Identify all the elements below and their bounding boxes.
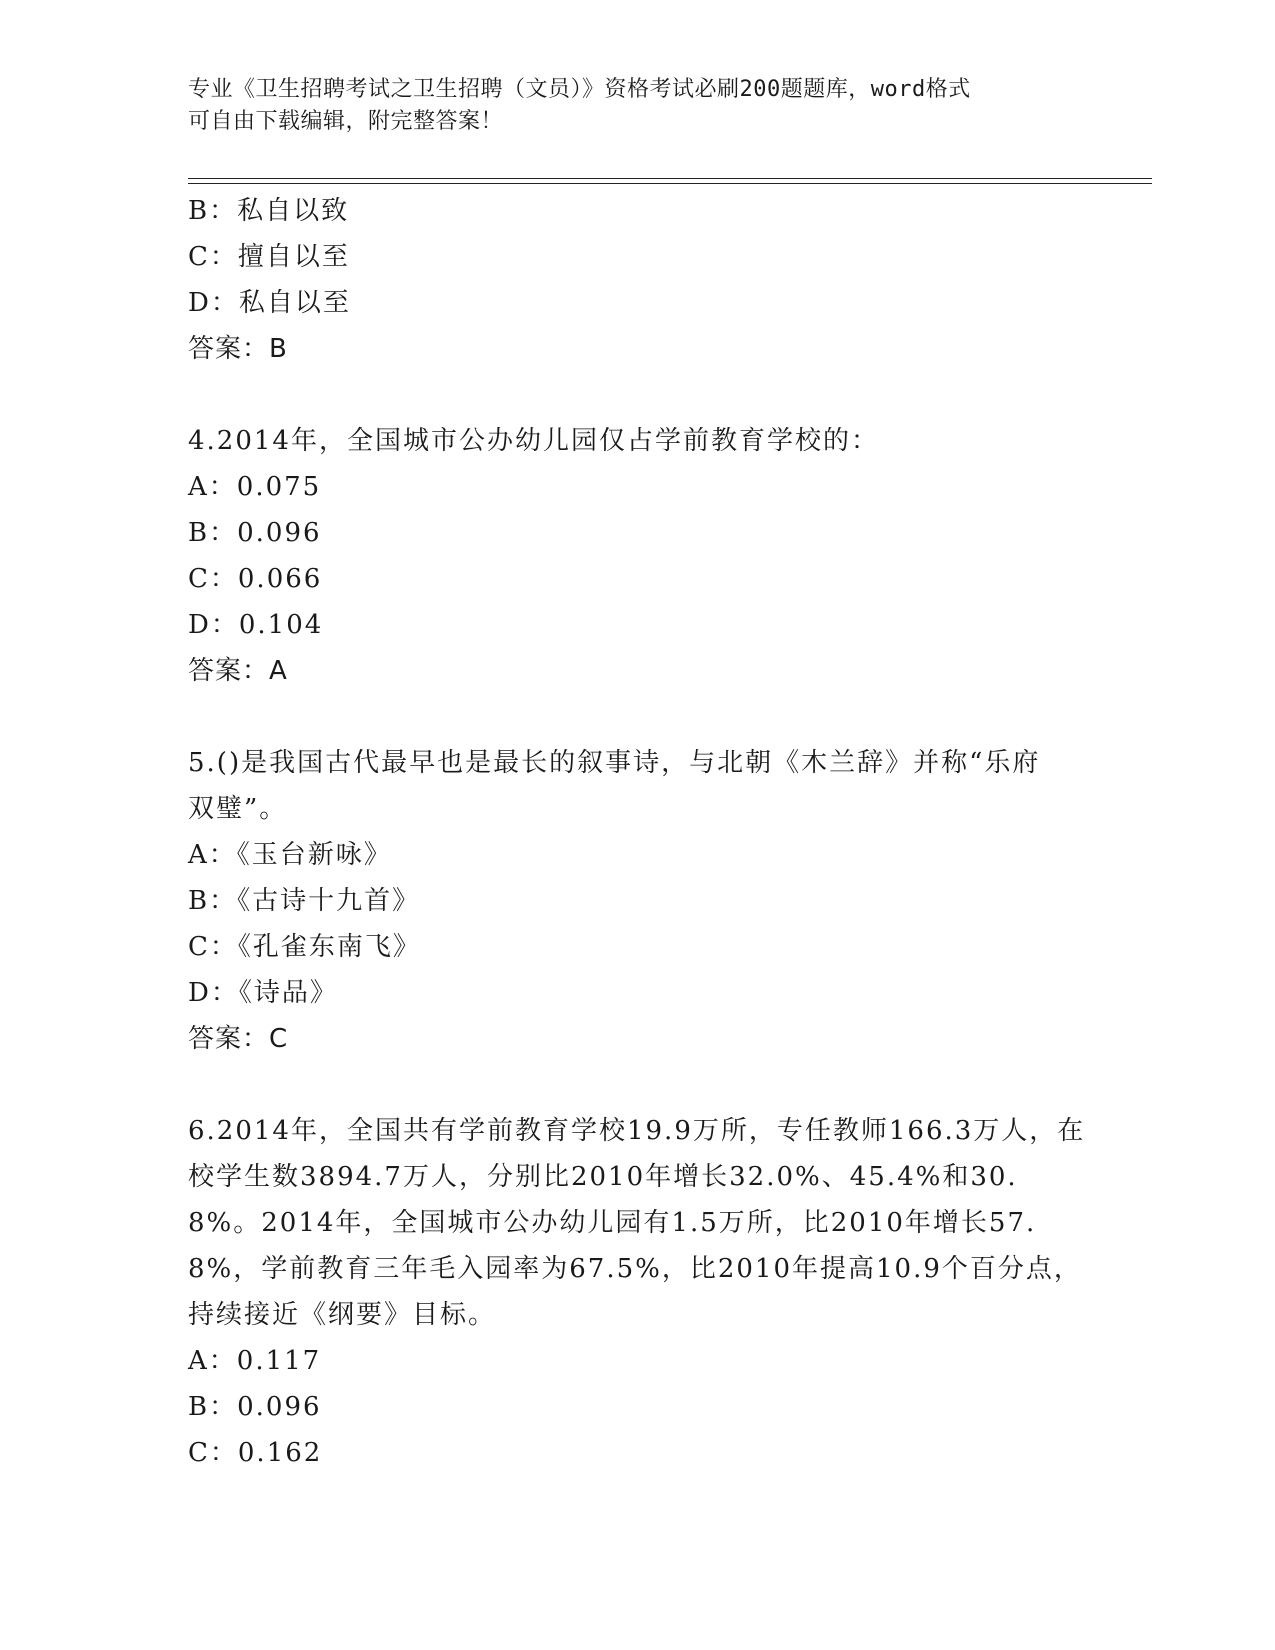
option-d: D：《诗品》 <box>188 978 338 1008</box>
option-c: C：0.162 <box>188 1438 323 1468</box>
header-divider-top <box>188 178 1152 179</box>
option-d: D：0.104 <box>188 610 324 640</box>
option-a: A：《玉台新咏》 <box>188 840 392 870</box>
answer: 答案：B <box>188 334 288 364</box>
spacer <box>188 694 1108 740</box>
question-stem: 6.2014年，全国共有学前教育学校19.9万所，专任教师166.3万人，在校学生数3894.7万人，分别比2010年增长32.0%、45.4%和30.8%。2014年，全国城市公办幼儿园有1.5万所，比2010年增长57.8%，学前教育三年毛入园率为67.5%，比2010年提高10.9个百分点，持续接近《纲要》目标。 <box>188 1116 1086 1330</box>
option-b: B：《古诗十九首》 <box>188 886 421 916</box>
header-line-2: 可自由下载编辑，附完整答案！ <box>188 109 504 134</box>
answer: 答案：A <box>188 656 288 686</box>
header-line-1: 专业《卫生招聘考试之卫生招聘（文员）》资格考试必刷200题题库，word格式 <box>188 77 971 102</box>
option-b: B：0.096 <box>188 518 322 548</box>
spacer <box>188 372 1108 418</box>
answer: 答案：C <box>188 1024 289 1054</box>
option-c: C：0.066 <box>188 564 323 594</box>
question-list <box>188 188 1108 1476</box>
option-c: C：擅自以至 <box>188 242 350 272</box>
option-c: C：《孔雀东南飞》 <box>188 932 421 962</box>
document-header <box>188 74 1088 138</box>
option-b: B：私自以致 <box>188 196 350 226</box>
option-b: B：0.096 <box>188 1392 322 1422</box>
option-d: D：私自以至 <box>188 288 351 318</box>
header-divider-bottom <box>188 183 1152 184</box>
spacer <box>188 1062 1108 1108</box>
question-stem: 5.()是我国古代最早也是最长的叙事诗，与北朝《木兰辞》并称“乐府双璧”。 <box>188 748 1041 824</box>
question-4 <box>188 418 1108 694</box>
question-5 <box>188 740 1108 1062</box>
question-stem: 4.2014年，全国城市公办幼儿园仅占学前教育学校的： <box>188 426 879 456</box>
option-a: A：0.117 <box>188 1346 322 1376</box>
question-3 <box>188 188 1108 372</box>
question-6 <box>188 1108 1108 1476</box>
option-a: A：0.075 <box>188 472 322 502</box>
